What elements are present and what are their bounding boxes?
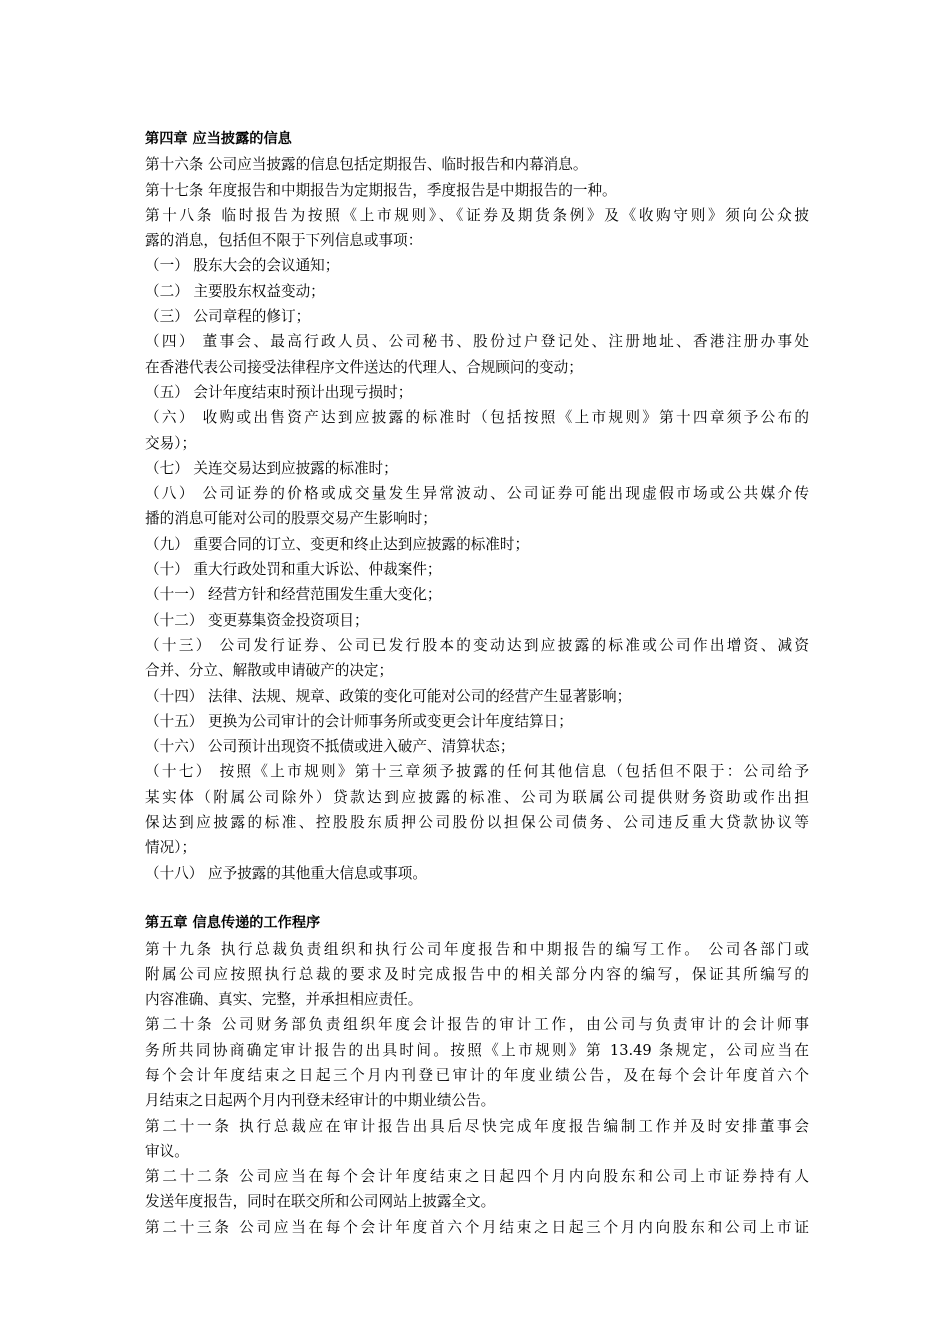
- item-4-line-2: 在香港代表公司接受法律程序文件送达的代理人、合规顾问的变动；: [145, 358, 583, 376]
- item-17-line-1: （十七） 按照《上市规则》第十三章须予披露的任何其他信息（包括但不限于：公司给予: [145, 763, 809, 781]
- article-19-line-3: 内容准确、真实、完整，并承担相应责任。: [145, 991, 423, 1009]
- item-4-line-1: （四） 董事会、最高行政人员、公司秘书、股份过户登记处、注册地址、香港注册办事处: [145, 333, 809, 351]
- article-21-line-1: 第二十一条 执行总裁应在审计报告出具后尽快完成年度报告编制工作并及时安排董事会: [145, 1117, 809, 1135]
- article-19-line-2: 附属公司应按照执行总裁的要求及时完成报告中的相关部分内容的编写，保证其所编写的: [145, 965, 809, 983]
- chapter-5-heading: 第五章 信息传递的工作程序: [145, 915, 321, 932]
- article-19-line-1: 第十九条 执行总裁负责组织和执行公司年度报告和中期报告的编写工作。 公司各部门或: [145, 940, 809, 958]
- item-5: （五） 会计年度结束时预计出现亏损时；: [145, 383, 413, 401]
- item-17-line-4: 情况）；: [145, 839, 197, 857]
- item-6-line-2: 交易）；: [145, 434, 197, 452]
- item-13-line-2: 合并、分立、解散或申请破产的决定；: [145, 662, 394, 680]
- item-13-line-1: （十三） 公司发行证券、公司已发行股本的变动达到应披露的标准或公司作出增资、减资: [145, 636, 809, 654]
- item-8-line-2: 播的消息可能对公司的股票交易产生影响时；: [145, 510, 437, 528]
- article-21-line-2: 审议。: [145, 1142, 189, 1160]
- chapter-4-heading: 第四章 应当披露的信息: [145, 131, 292, 147]
- article-20-line-1: 第二十条 公司财务部负责组织年度会计报告的审计工作，由公司与负责审计的会计师事: [145, 1016, 809, 1034]
- item-8-line-1: （八） 公司证券的价格或成交量发生异常波动、公司证券可能出现虚假市场或公共媒介传: [145, 485, 809, 503]
- item-3: （三） 公司章程的修订；: [145, 308, 311, 326]
- article-22-line-2: 发送年度报告，同时在联交所和公司网站上披露全文。: [145, 1193, 496, 1211]
- section-gap: [145, 886, 809, 911]
- article-20-line-2: 务所共同协商确定审计报告的出具时间。按照《上市规则》第 13.49 条规定，公司应当在: [145, 1041, 809, 1059]
- item-2: （二） 主要股东权益变动；: [145, 282, 325, 300]
- item-18: （十八） 应予披露的其他重大信息或事项。: [145, 864, 427, 882]
- item-1: （一） 股东大会的会议通知；: [145, 257, 340, 275]
- article-20-line-4: 月结束之日起两个月内刊登未经审计的中期业绩公告。: [145, 1092, 496, 1110]
- item-7: （七） 关连交易达到应披露的标准时；: [145, 459, 398, 477]
- article-18-line-1: 第十八条 临时报告为按照《上市规则》、《证券及期货条例》及《收购守则》须向公众披: [145, 206, 809, 224]
- article-16: 第十六条 公司应当披露的信息包括定期报告、临时报告和内幕消息。: [145, 156, 588, 174]
- article-22-line-1: 第二十二条 公司应当在每个会计年度结束之日起四个月内向股东和公司上市证券持有人: [145, 1168, 809, 1186]
- item-12: （十二） 变更募集资金投资项目；: [145, 611, 369, 629]
- article-20-line-3: 每个会计年度结束之日起三个月内刊登已审计的年度业绩公告，及在每个会计年度首六个: [145, 1066, 809, 1084]
- item-11: （十一） 经营方针和经营范围发生重大变化；: [145, 586, 442, 604]
- item-14: （十四） 法律、法规、规章、政策的变化可能对公司的经营产生显著影响；: [145, 687, 632, 705]
- item-15: （十五） 更换为公司审计的会计师事务所或变更会计年度结算日；: [145, 712, 573, 730]
- document-page: [145, 127, 809, 1240]
- item-16: （十六） 公司预计出现资不抵债或进入破产、清算状态；: [145, 738, 515, 756]
- item-6-line-1: （六） 收购或出售资产达到应披露的标准时（包括按照《上市规则》第十四章须予公布的: [145, 409, 809, 427]
- article-17: 第十七条 年度报告和中期报告为定期报告，季度报告是中期报告的一种。: [145, 181, 617, 199]
- item-17-line-2: 某实体（附属公司除外）贷款达到应披露的标准、公司为联属公司提供财务资助或作出担: [145, 788, 809, 806]
- article-23-line-1: 第二十三条 公司应当在每个会计年度首六个月结束之日起三个月内向股东和公司上市证: [145, 1218, 809, 1236]
- item-10: （十） 重大行政处罚和重大诉讼、仲裁案件；: [145, 561, 442, 579]
- item-17-line-3: 保达到应披露的标准、控股股东质押公司股份以担保公司债务、公司违反重大贷款协议等: [145, 814, 809, 832]
- article-18-line-2: 露的消息，包括但不限于下列信息或事项：: [145, 232, 423, 250]
- item-9: （九） 重要合同的订立、变更和终止达到应披露的标准时；: [145, 535, 530, 553]
